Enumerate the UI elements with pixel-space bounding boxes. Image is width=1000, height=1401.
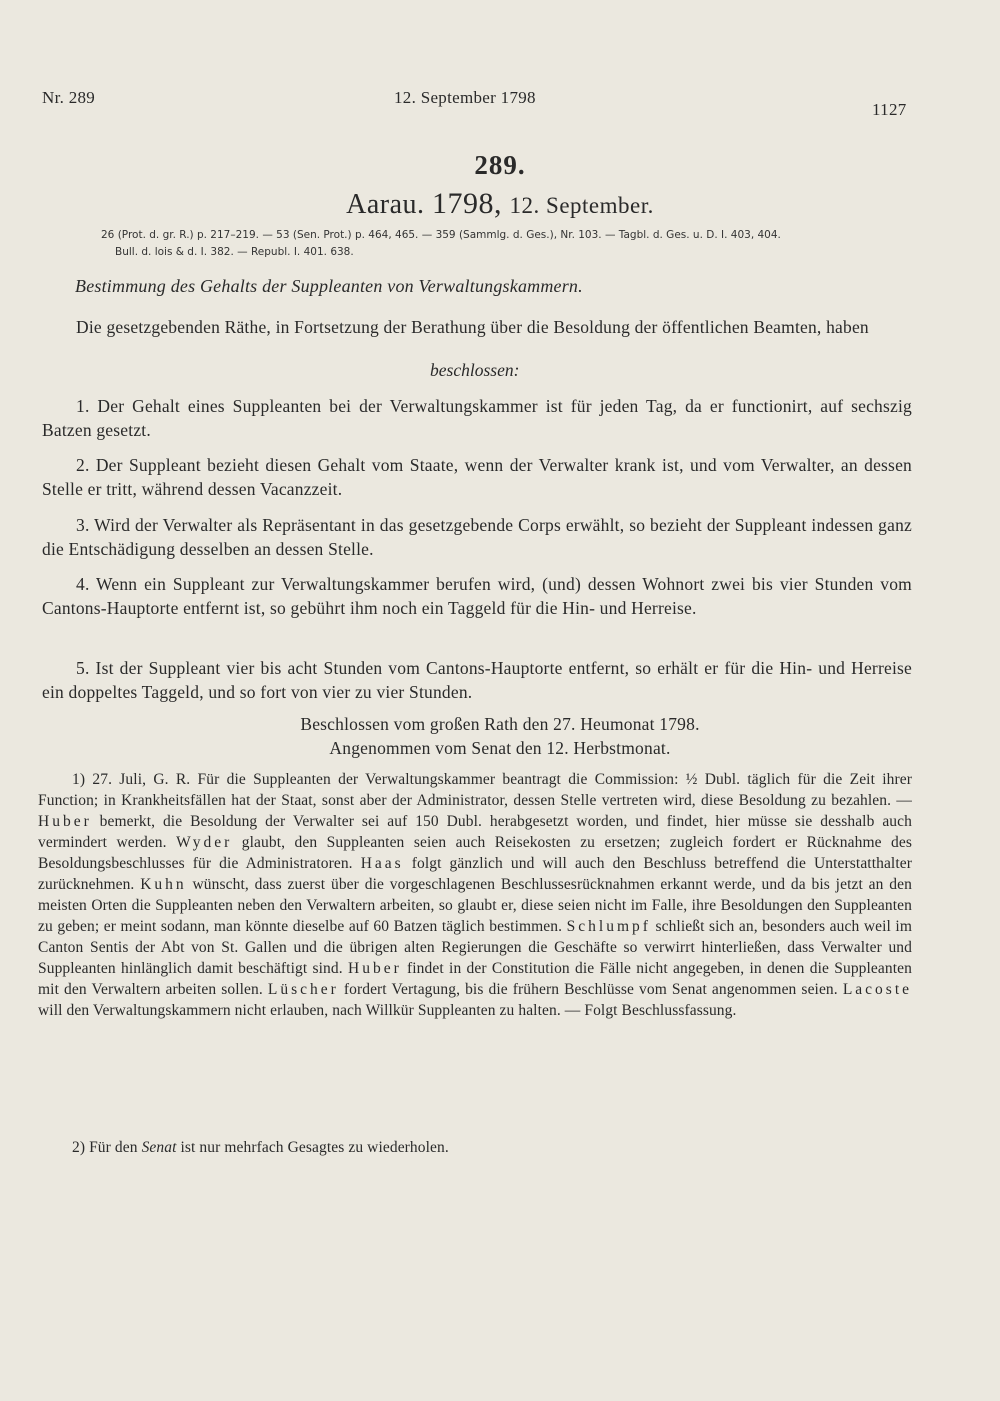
speaker-name: Huber <box>348 960 402 977</box>
footnote-1 <box>38 769 912 1021</box>
document-subject: Bestimmung des Gehalts der Suppleanten von Verwaltungskammern. <box>75 276 583 296</box>
header-document-number: Nr. 289 <box>42 88 96 107</box>
note1-part: wünscht, dass zuerst über die vorgeschlagenen Beschlussesrücknahmen erkannt werde, und da bis jetzt an den meisten Orten die Suppleanten neben den Verwaltern arbeiten, so glaubt er, diese seien nicht im Falle, ihre Besoldungen den Suppleanten zu geben; er meint sodann, man könnte dieselbe auf 60 Batzen täglich bestimmen. <box>38 876 912 935</box>
document-place-date <box>0 187 1000 221</box>
document-year: 1798, <box>432 187 503 220</box>
speaker-name: Lüscher <box>267 981 339 998</box>
closing-senate: Angenommen vom Senat den 12. Herbstmonat. <box>329 738 671 758</box>
speaker-name: Wyder <box>176 834 233 851</box>
note1-part: will den Verwaltungskammern nicht erlauben, nach Willkür Suppleanten zu halten. — Folgt Beschlussfassung. <box>38 1002 737 1019</box>
article-2: 2. Der Suppleant bezieht diesen Gehalt vom Staate, wenn der Verwalter krank ist, und vom Verwalter, an dessen Stelle er tritt, während dessen Vacanzzeit. <box>42 455 912 499</box>
sources-line-1: 26 (Prot. d. gr. R.) p. 217–219. — 53 (Sen. Prot.) p. 464, 465. — 359 (Sammlg. d. Ges.), Nr. 103. — Tagbl. d. Ges. u. D. I. 403, 404. <box>101 229 781 241</box>
document-date: 12. September. <box>509 193 654 218</box>
page-number: 1127 <box>872 100 907 119</box>
speaker-name: Schlumpf <box>566 918 651 935</box>
note1-part: folgt gänzlich und will auch den Beschluss betreffend die Unterstatthalter zurücknehmen. <box>38 855 912 893</box>
note1-part: findet in der Constitution die Fälle nicht angegeben, in denen die Suppleanten mit den Verwaltern arbeiten sollen. <box>38 960 912 998</box>
article-1: 1. Der Gehalt eines Suppleanten bei der Verwaltungskammer ist für jeden Tag, da er functionirt, auf sechszig Batzen gesetzt. <box>42 396 912 440</box>
note1-part: fordert Vertagung, bis die frühern Beschlüsse vom Senat angenommen seien. <box>343 981 838 998</box>
article-5: 5. Ist der Suppleant vier bis acht Stunden vom Cantons-Hauptorte entfernt, so erhält er für die Hin- und Herreise ein doppeltes Taggeld, und so fort von vier zu vier Stunden. <box>42 658 912 702</box>
note1-part: bemerkt, die Besoldung der Verwalter sei auf 150 Dubl. herabgesetzt worden, und findet, hier müsse sie desshalb auch vermindert werden. <box>38 813 912 851</box>
note1-part: 1) 27. Juli, G. R. Für die Suppleanten der Verwaltungskammer beantragt die Commission: ½ Dubl. täglich für die Zeit ihrer Function; in Krankheitsfällen hat der Staat, sonst aber der Administrator, dessen Stelle vertreten wird, diese Besoldung zu bezahlen. — <box>38 771 912 809</box>
closing-great-council: Beschlossen vom großen Rath den 27. Heumonat 1798. <box>300 714 700 734</box>
speaker-name: Huber <box>38 813 92 830</box>
note2-senate: Senat <box>141 1139 177 1156</box>
document-number: 289. <box>474 150 526 180</box>
article-4: 4. Wenn ein Suppleant zur Verwaltungskammer berufen wird, (und) dessen Wohnort zwei bis vier Stunden vom Cantons-Hauptorte entfernt ist, so gebührt ihm noch ein Taggeld für die Hin- und Herreise. <box>42 574 912 618</box>
speaker-name: Lacoste <box>842 981 913 998</box>
resolved-heading: beschlossen: <box>430 360 520 380</box>
note1-part: glaubt, den Suppleanten seien auch Reisekosten zu ersetzen; zugleich fordert er Rücknahme des Besoldungsbeschlusses für die Administratoren. <box>38 834 912 872</box>
document-place: Aarau. <box>346 189 425 220</box>
footnote-2 <box>38 1137 912 1158</box>
sources-line-2: Bull. d. lois & d. I. 382. — Republ. I. 401. 638. <box>115 246 354 258</box>
note2-part: 2) Für den <box>72 1139 138 1156</box>
source-references <box>101 227 861 261</box>
speaker-name: Haas <box>360 855 404 872</box>
preamble: Die gesetzgebenden Räthe, in Fortsetzung der Berathung über die Besoldung der öffentlichen Beamten, haben <box>76 317 869 337</box>
speaker-name: Kuhn <box>140 876 187 893</box>
header-date: 12. September 1798 <box>394 88 536 107</box>
note1-part: schließt sich an, besonders auch weil im Canton Sentis der Abt von St. Gallen und die übrigen alten Regierungen die Geschäfte so verwirrt hinterließen, dass Verwalter und Suppleanten hinlänglich damit beschäftigt sind. <box>38 918 912 977</box>
article-3: 3. Wird der Verwalter als Repräsentant in das gesetzgebende Corps erwählt, so bezieht der Suppleant indessen ganz die Entschädigung desselben an dessen Stelle. <box>42 515 912 559</box>
note2-part: ist nur mehrfach Gesagtes zu wiederholen. <box>180 1139 449 1156</box>
